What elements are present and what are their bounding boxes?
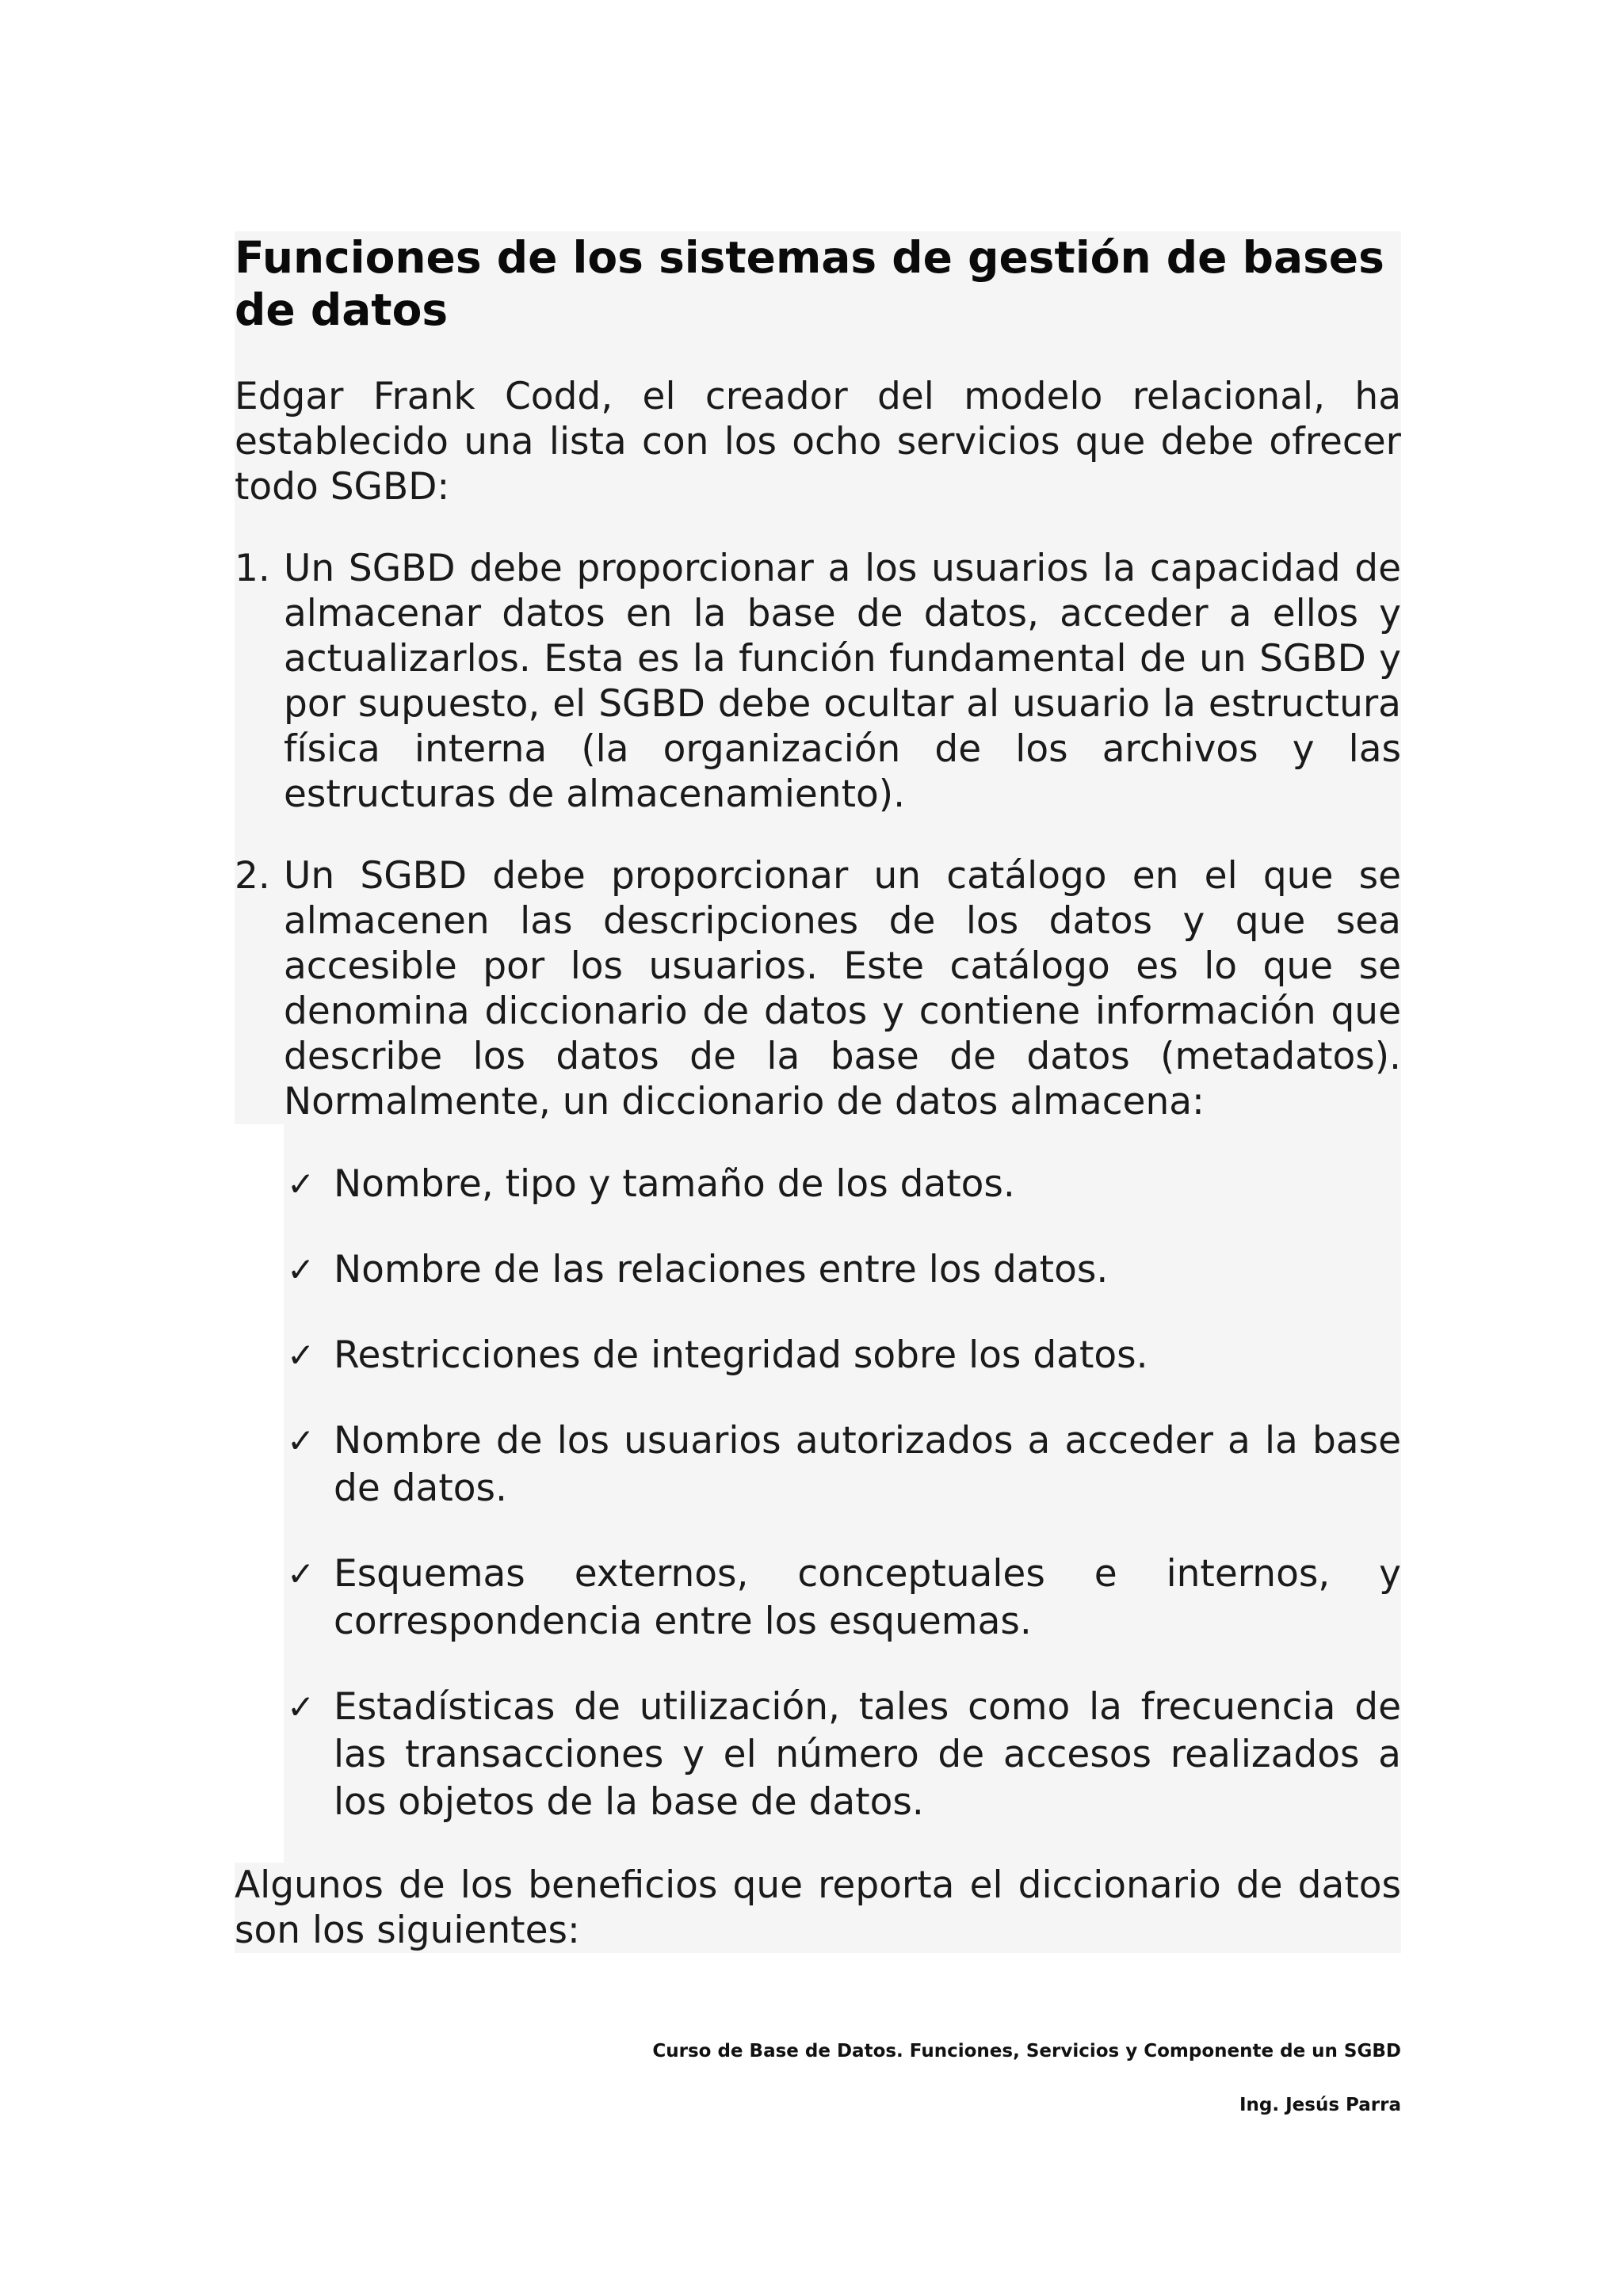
list-item-text: Un SGBD debe proporcionar un catálogo en el que se almacenen las descripciones de los datos y que sea accesible por los usuarios. Este catálogo es lo que se denomina diccionario de datos y contiene información que describe los datos de la base de datos (metadatos). Normalmente, un diccionario de datos almacena:: [284, 854, 1401, 1123]
data-dictionary-checklist: [284, 1124, 1401, 1863]
intro-paragraph: Edgar Frank Codd, el creador del modelo relacional, ha establecido una lista con los ocho servicios que debe ofrecer todo SGBD:: [235, 375, 1401, 509]
check-mark-icon: ✓: [287, 1165, 315, 1203]
check-mark-icon: ✓: [287, 1421, 315, 1460]
footer-author: Ing. Jesús Parra: [1239, 2095, 1401, 2115]
check-mark-icon: ✓: [287, 1688, 315, 1726]
list-item: [235, 546, 1401, 853]
checklist-item: [284, 1550, 1401, 1684]
check-mark-icon: ✓: [287, 1250, 315, 1289]
checklist-item: [284, 1684, 1401, 1826]
checklist-item: [284, 1332, 1401, 1417]
checklist-item-text: Restricciones de integridad sobre los datos.: [334, 1333, 1148, 1377]
checklist-item: [284, 1161, 1401, 1246]
checklist-item-text: Nombre, tipo y tamaño de los datos.: [334, 1162, 1015, 1206]
checklist-item: [284, 1417, 1401, 1550]
list-item-number: 1.: [235, 547, 270, 590]
main-section: [235, 231, 1401, 1124]
closing-section: [235, 1863, 1401, 1953]
checklist-item-text: Esquemas externos, conceptuales e internos, y correspondencia entre los esquemas.: [334, 1552, 1401, 1643]
checklist-item-text: Estadísticas de utilización, tales como la frecuencia de las transacciones y el número de accesos realizados a los objetos de la base de datos.: [334, 1685, 1401, 1824]
checklist-item-text: Nombre de las relaciones entre los datos.: [334, 1248, 1109, 1291]
closing-paragraph: Algunos de los beneficios que reporta el diccionario de datos son los siguientes:: [235, 1863, 1401, 1952]
page-title: Funciones de los sistemas de gestión de bases de datos: [235, 232, 1384, 335]
checklist-item: [284, 1246, 1401, 1332]
footer-course-title: Curso de Base de Datos. Funciones, Servicios y Componente de un SGBD: [652, 2041, 1401, 2061]
document-body: [235, 231, 1401, 1953]
checklist-item-text: Nombre de los usuarios autorizados a acceder a la base de datos.: [334, 1419, 1401, 1510]
check-mark-icon: ✓: [287, 1554, 315, 1593]
list-item: [235, 853, 1401, 1124]
list-item-number: 2.: [235, 854, 270, 898]
list-item-text: Un SGBD debe proporcionar a los usuarios la capacidad de almacenar datos en la base de datos, acceder a ellos y actualizarlos. Esta es la función fundamental de un SGBD y por supuesto, el SGBD debe ocultar al usuario la estructura física interna (la organización de los archivos y las estructuras de almacenamiento).: [284, 547, 1401, 816]
check-mark-icon: ✓: [287, 1336, 315, 1375]
